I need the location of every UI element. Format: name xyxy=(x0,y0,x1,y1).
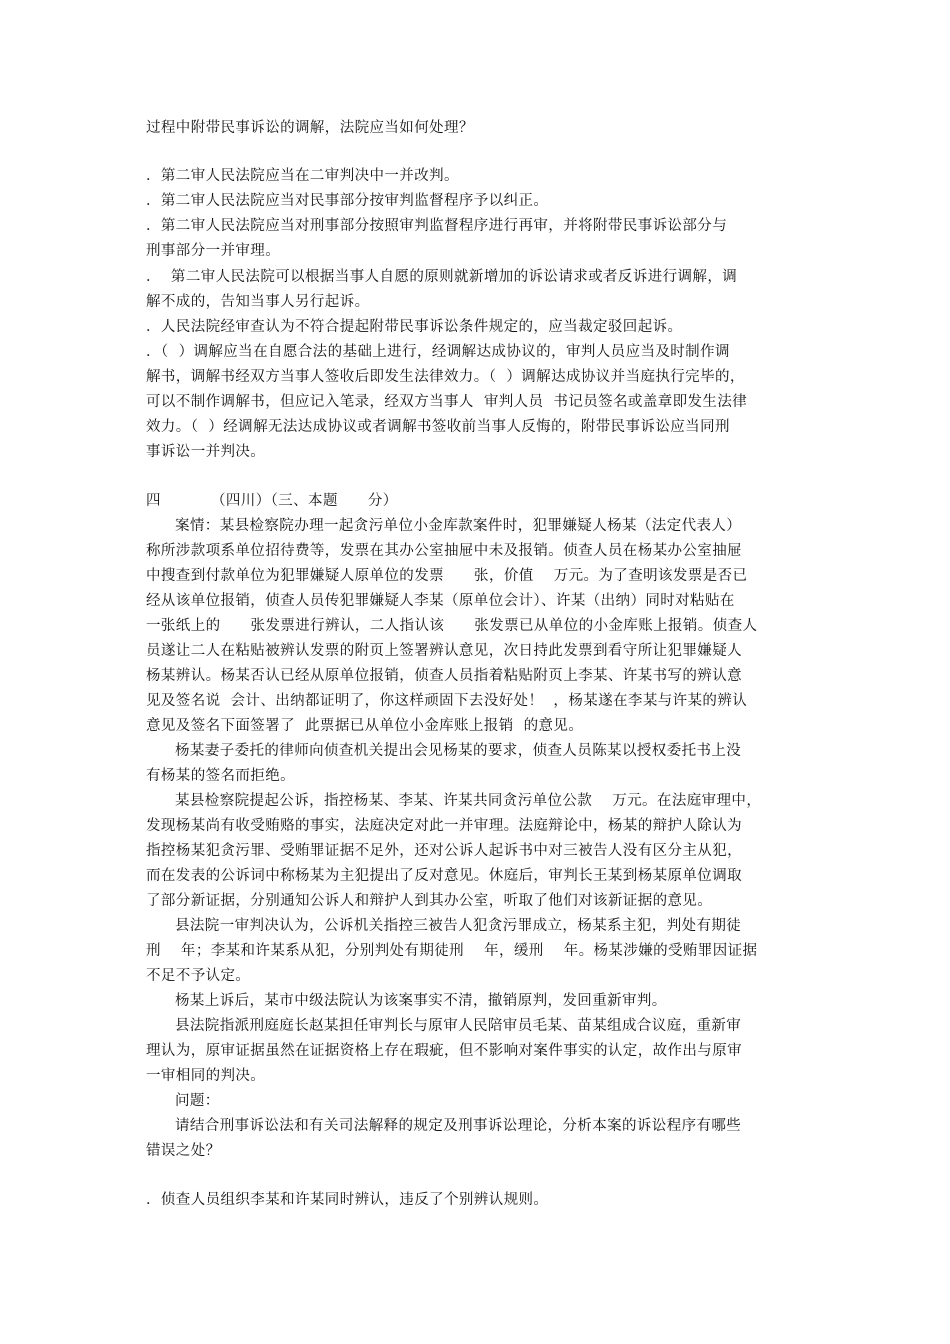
question-tail: 过程中附带民事诉讼的调解，法院应当如何处理？ xyxy=(146,120,474,136)
question-line: 错误之处？ xyxy=(146,1143,221,1159)
case-line: 中搜查到付款单位为犯罪嫌疑人原单位的发票 张，价值 万元。为了查明该发票是否已 xyxy=(146,568,748,584)
paragraph-line: 而在发表的公诉词中称杨某为主犯提出了反对意见。休庭后，审判长王某到杨某原单位调取 xyxy=(146,868,742,884)
paragraph-line: 县法院指派刑庭庭长赵某担任审判长与原审人民陪审员毛某、苗某组成合议庭，重新审 xyxy=(175,1018,742,1034)
answer-line: 刑事部分一并审理。 xyxy=(146,243,281,259)
answer-line: 解书，调解书经双方当事人签收后即发生法律效力。（ ）调解达成协议并当庭执行完毕的， xyxy=(146,369,745,385)
paragraph-line: 了部分新证据，分别通知公诉人和辩护人到其办公室，听取了他们对该新证据的意见。 xyxy=(146,893,713,909)
paragraph-line: 一审相同的判决。 xyxy=(146,1068,266,1084)
case-line: 一张纸上的 张发票进行辨认，二人指认该 张发票已从单位的小金库账上报销。侦查人 xyxy=(146,618,758,634)
answer-line: ．第二审人民法院应当对刑事部分按照审判监督程序进行再审，并将附带民事诉讼部分与 xyxy=(146,218,728,234)
case-line: 杨某辨认。杨某否认已经从原单位报销，侦查人员指着粘贴附页上李某、许某书写的辨认意 xyxy=(146,668,742,684)
case-line: 经从该单位报销，侦查人员传犯罪嫌疑人李某（原单位会计）、许某（出纳）同时对粘贴在 xyxy=(146,593,735,609)
answer-line: ．人民法院经审查认为不符合提起附带民事诉讼条件规定的，应当裁定驳回起诉。 xyxy=(146,319,683,335)
paragraph-line: 刑 年；李某和许某系从犯，分别判处有期徒刑 年，缓刑 年。杨某涉嫌的受贿罪因证据 xyxy=(146,943,758,959)
case-line: 案情：某县检察院办理一起贪污单位小金库款案件时，犯罪嫌疑人杨某（法定代表人） xyxy=(175,518,742,534)
answer-line: 解不成的，告知当事人另行起诉。 xyxy=(146,294,370,310)
answer-line: 效力。（ ）经调解无法达成协议或者调解书签收前当事人反悔的，附带民事诉讼应当同刑 xyxy=(146,419,730,435)
case-line: 称所涉款项系单位招待费等，发票在其办公室抽屉中未及报销。侦查人员在杨某办公室抽屉 xyxy=(146,543,742,559)
answer-line: ．第二审人民法院应当对民事部分按审判监督程序予以纠正。 xyxy=(146,193,549,209)
answer-line: ．（ ）调解应当在自愿合法的基础上进行，经调解达成协议的，审判人员应当及时制作调 xyxy=(146,344,730,360)
paragraph-line: 县法院一审判决认为，公诉机关指控三被告人犯贪污罪成立，杨某系主犯，判处有期徒 xyxy=(175,918,742,934)
paragraph-line: 某县检察院提起公诉，指控杨某、李某、许某共同贪污单位公款 万元。在法庭审理中， xyxy=(175,793,762,809)
answer-line: 事诉讼一并判决。 xyxy=(146,444,266,460)
answer-line: 可以不制作调解书，但应记入笔录，经双方当事人 审判人员 书记员签名或盖章即发生法律 xyxy=(146,394,748,410)
paragraph-line: 有杨某的签名而拒绝。 xyxy=(146,768,295,784)
case-line: 员遂让二人在粘贴被辨认发票的附页上签署辨认意见，次日持此发票到看守所让犯罪嫌疑人 xyxy=(146,643,742,659)
case-line: 见及签名说 会计、出纳都证明了，你这样顽固下去没好处！ ，杨某遂在李某与许某的辨认 xyxy=(146,693,748,709)
answer-line: ．第二审人民法院应当在二审判决中一并改判。 xyxy=(146,168,459,184)
paragraph-line: 理认为，原审证据虽然在证据资格上存在瑕疵，但不影响对案件事实的认定，故作出与原审 xyxy=(146,1043,742,1059)
question-label: 问题： xyxy=(175,1093,220,1109)
paragraph-line: 不足不予认定。 xyxy=(146,968,251,984)
answer-line: ．侦查人员组织李某和许某同时辨认，违反了个别辨认规则。 xyxy=(146,1192,549,1208)
paragraph-line: 杨某妻子委托的律师向侦查机关提出会见杨某的要求，侦查人员陈某以授权委托书上没 xyxy=(175,743,742,759)
question-line: 请结合刑事诉讼法和有关司法解释的规定及刑事诉讼理论，分析本案的诉讼程序有哪些 xyxy=(175,1118,742,1134)
paragraph-line: 发现杨某尚有收受贿赂的事实，法庭决定对此一并审理。法庭辩论中，杨某的辩护人除认为 xyxy=(146,818,742,834)
paragraph-line: 杨某上诉后，某市中级法院认为该案事实不清，撤销原判，发回重新审判。 xyxy=(175,993,667,1009)
section-heading: 四 （四川）（三、本题 分） xyxy=(146,493,398,509)
case-line: 意见及签名下面签署了 此票据已从单位小金库账上报销 的意见。 xyxy=(146,718,584,734)
paragraph-line: 指控杨某犯贪污罪、受贿罪证据不足外，还对公诉人起诉书中对三被告人没有区分主从犯， xyxy=(146,843,742,859)
answer-line: ． 第二审人民法院可以根据当事人自愿的原则就新增加的诉讼请求或者反诉进行调解，调 xyxy=(146,269,738,285)
